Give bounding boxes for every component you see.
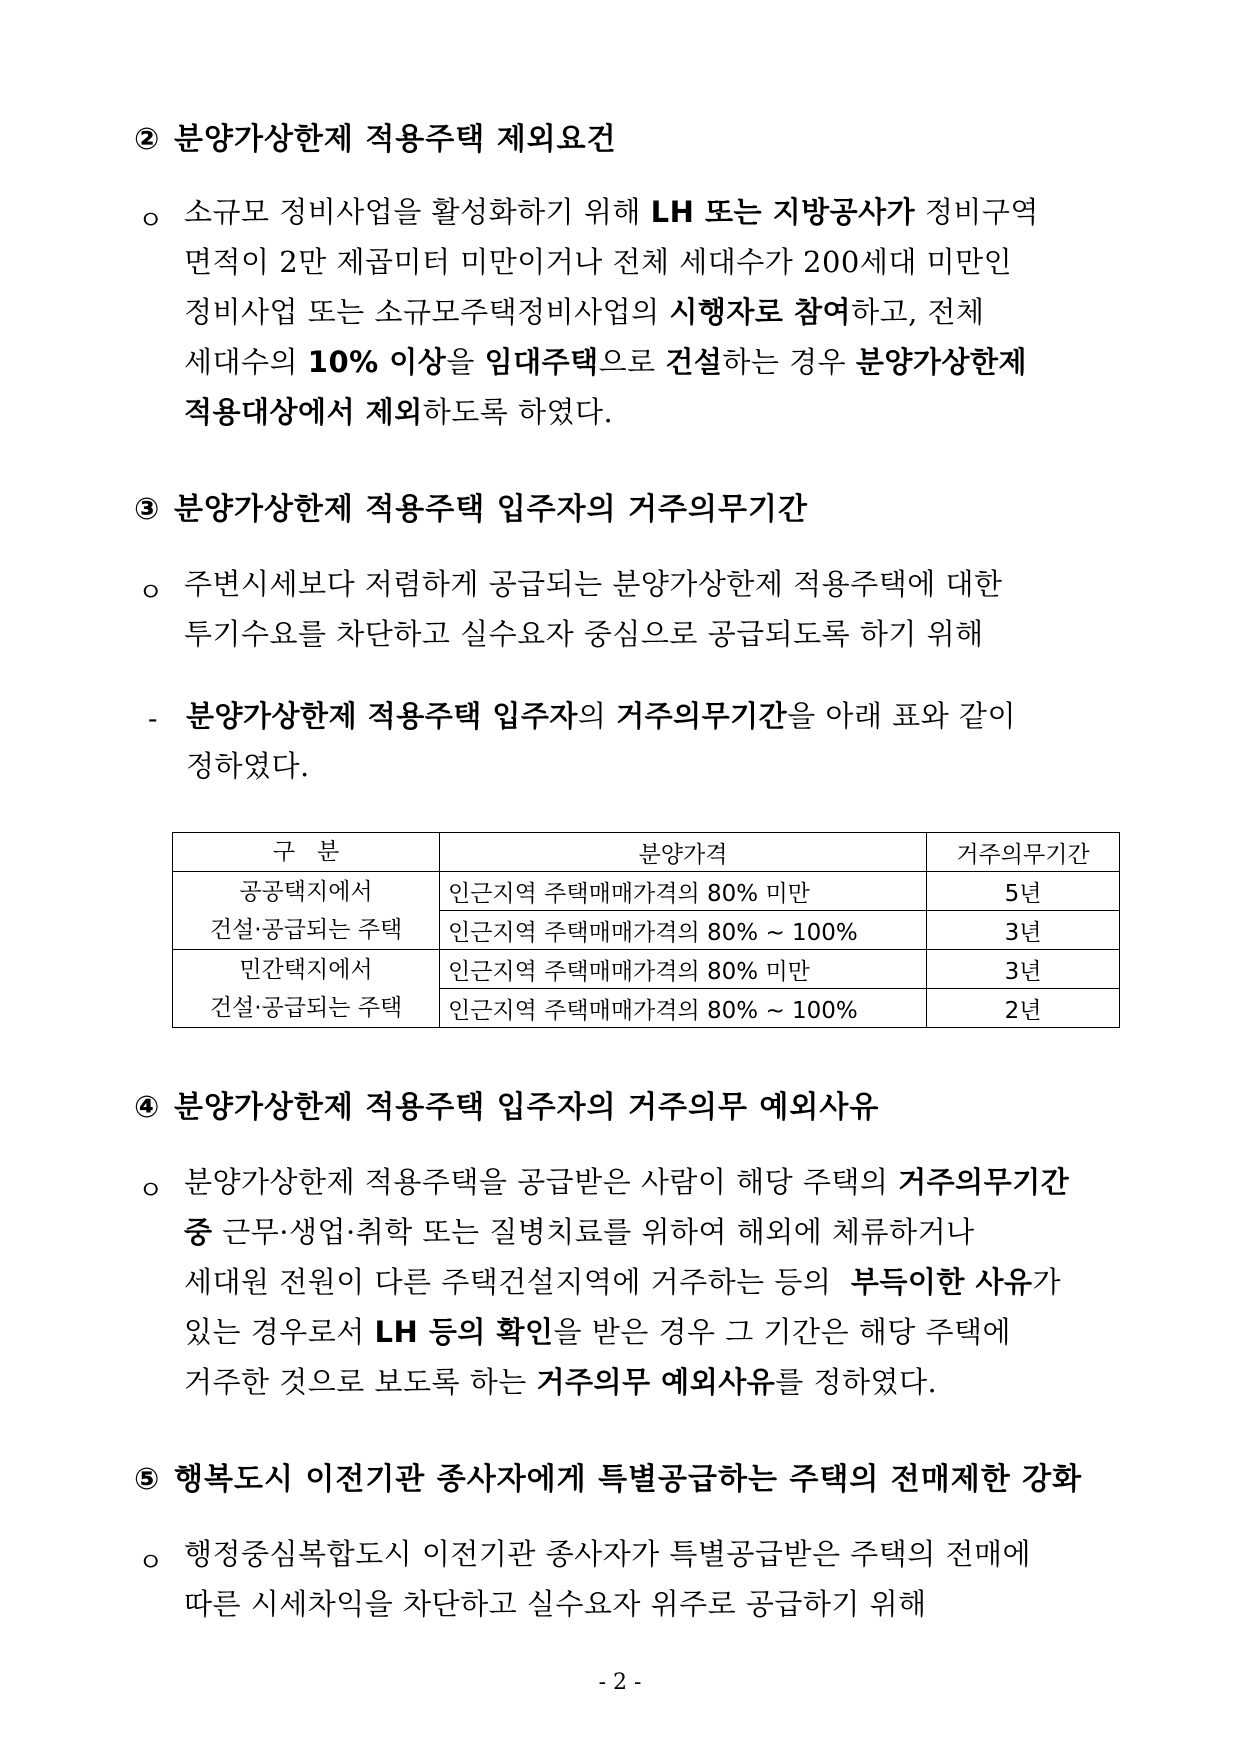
bullet-marker: ㅇ bbox=[138, 206, 164, 236]
section-4-heading bbox=[134, 1082, 879, 1126]
paragraph-line bbox=[184, 1365, 938, 1399]
price-cell: 인근지역 주택매매가격의 80% 미만 bbox=[440, 950, 927, 989]
section-number: ② bbox=[134, 122, 161, 157]
section-number: ⑤ bbox=[134, 1462, 161, 1497]
paragraph-line bbox=[184, 295, 985, 329]
text-run: 세대수의 bbox=[184, 345, 308, 379]
paragraph-line bbox=[186, 699, 1016, 733]
table-header-row bbox=[173, 833, 1120, 872]
section-title: 분양가상한제 적용주택 입주자의 거주의무기간 bbox=[174, 492, 808, 527]
text-run: 근무·생업·취학 또는 질병치료를 위하여 해외에 체류하거나 bbox=[212, 1215, 975, 1249]
bold-run: 임대주택 bbox=[484, 345, 599, 379]
text-run: 을 아래 표와 같이 bbox=[787, 699, 1016, 733]
bold-run: 거주의무 예외사유 bbox=[536, 1365, 776, 1399]
header-period: 거주의무기간 bbox=[927, 833, 1120, 872]
bold-run: 10% 이상 bbox=[307, 345, 447, 379]
dash-marker: - bbox=[148, 702, 158, 735]
paragraph-line bbox=[184, 345, 1027, 379]
residence-period-table bbox=[172, 832, 1120, 1028]
text-run: 의 bbox=[577, 699, 617, 733]
period-cell: 2년 bbox=[927, 989, 1120, 1028]
bold-run: 건설 bbox=[665, 345, 723, 379]
section-title: 분양가상한제 적용주택 제외요건 bbox=[174, 122, 617, 157]
section-number: ③ bbox=[134, 492, 161, 527]
text-run: 을 받은 경우 그 기간은 해당 주택에 bbox=[553, 1315, 1012, 1349]
category-public: 공공택지에서 건설·공급되는 주택 bbox=[173, 872, 440, 950]
header-price: 분양가격 bbox=[440, 833, 927, 872]
text-run: 정비구역 bbox=[915, 195, 1039, 229]
category-private: 민간택지에서 건설·공급되는 주택 bbox=[173, 950, 440, 1028]
period-cell: 3년 bbox=[927, 911, 1120, 950]
period-cell: 3년 bbox=[927, 950, 1120, 989]
text-run: 거주한 것으로 보도록 하는 bbox=[184, 1365, 537, 1399]
bold-run: LH 등의 확인 bbox=[374, 1315, 554, 1349]
text-run: 정비사업 또는 소규모주택정비사업의 bbox=[184, 295, 670, 329]
bold-run: 분양가상한제 bbox=[855, 345, 1027, 379]
bold-run: 거주의무기간 bbox=[898, 1165, 1070, 1199]
text-run: 하고, 전체 bbox=[851, 295, 985, 329]
text-run: 하는 경우 bbox=[722, 345, 856, 379]
paragraph-line bbox=[184, 1265, 1062, 1299]
text-run: 가 bbox=[1032, 1265, 1062, 1299]
table-row bbox=[173, 950, 1120, 989]
paragraph-line bbox=[184, 1315, 1012, 1349]
bullet-marker: ㅇ bbox=[138, 1548, 164, 1578]
bold-run: 거주의무기간 bbox=[616, 699, 788, 733]
bullet-marker: ㅇ bbox=[138, 578, 164, 608]
paragraph-line: 주변시세보다 저렴하게 공급되는 분양가상한제 적용주택에 대한 bbox=[184, 567, 1003, 601]
section-5-heading bbox=[134, 1454, 1082, 1498]
bold-run: 시행자로 참여 bbox=[669, 295, 852, 329]
text-run: 분양가상한제 적용주택을 공급받은 사람이 해당 주택의 bbox=[184, 1165, 899, 1199]
section-3-heading bbox=[134, 484, 808, 528]
header-category: 구 분 bbox=[173, 833, 440, 872]
bold-run: LH 또는 지방공사가 bbox=[650, 195, 916, 229]
paragraph-line bbox=[184, 1215, 975, 1249]
paragraph-line bbox=[184, 1165, 1070, 1199]
text-run: 를 정하였다. bbox=[775, 1365, 938, 1399]
text-run: 면적이 2만 제곱미터 미만이거나 전체 세대수가 200세대 미만인 bbox=[184, 245, 1013, 279]
paragraph-line bbox=[184, 245, 1013, 279]
bold-run: 분양가상한제 적용주택 입주자 bbox=[186, 699, 578, 733]
section-title: 행복도시 이전기관 종사자에게 특별공급하는 주택의 전매제한 강화 bbox=[174, 1462, 1083, 1497]
paragraph-line: 따른 시세차익을 차단하고 실수요자 위주로 공급하기 위해 bbox=[184, 1587, 927, 1621]
text-run: 을 bbox=[446, 345, 485, 379]
bold-run: 적용대상에서 제외 bbox=[184, 395, 423, 429]
section-title: 분양가상한제 적용주택 입주자의 거주의무 예외사유 bbox=[174, 1090, 880, 1125]
section-number: ④ bbox=[134, 1090, 161, 1125]
text-run: 으로 bbox=[598, 345, 666, 379]
text-run: 있는 경우로서 bbox=[184, 1315, 375, 1349]
text-run: 소규모 정비사업을 활성화하기 위해 bbox=[184, 195, 651, 229]
paragraph-line: 투기수요를 차단하고 실수요자 중심으로 공급되도록 하기 위해 bbox=[184, 617, 984, 651]
text-run: 하도록 하였다. bbox=[422, 395, 614, 429]
bold-run: 부득이한 사유 bbox=[850, 1265, 1033, 1299]
page-number: - 2 - bbox=[598, 1670, 642, 1695]
paragraph-line bbox=[184, 395, 614, 429]
price-cell: 인근지역 주택매매가격의 80% ~ 100% bbox=[440, 989, 927, 1028]
bullet-marker: ㅇ bbox=[138, 1176, 164, 1206]
paragraph-line: 정하였다. bbox=[186, 749, 310, 783]
text-run: 세대원 전원이 다른 주택건설지역에 거주하는 등의 bbox=[184, 1265, 851, 1299]
paragraph-line: 행정중심복합도시 이전기관 종사자가 특별공급받은 주택의 전매에 bbox=[184, 1537, 1031, 1571]
price-cell: 인근지역 주택매매가격의 80% 미만 bbox=[440, 872, 927, 911]
bold-run: 중 bbox=[184, 1215, 213, 1249]
table-row bbox=[173, 872, 1120, 911]
paragraph-line bbox=[184, 195, 1039, 229]
section-2-heading bbox=[134, 114, 617, 158]
price-cell: 인근지역 주택매매가격의 80% ~ 100% bbox=[440, 911, 927, 950]
period-cell: 5년 bbox=[927, 872, 1120, 911]
